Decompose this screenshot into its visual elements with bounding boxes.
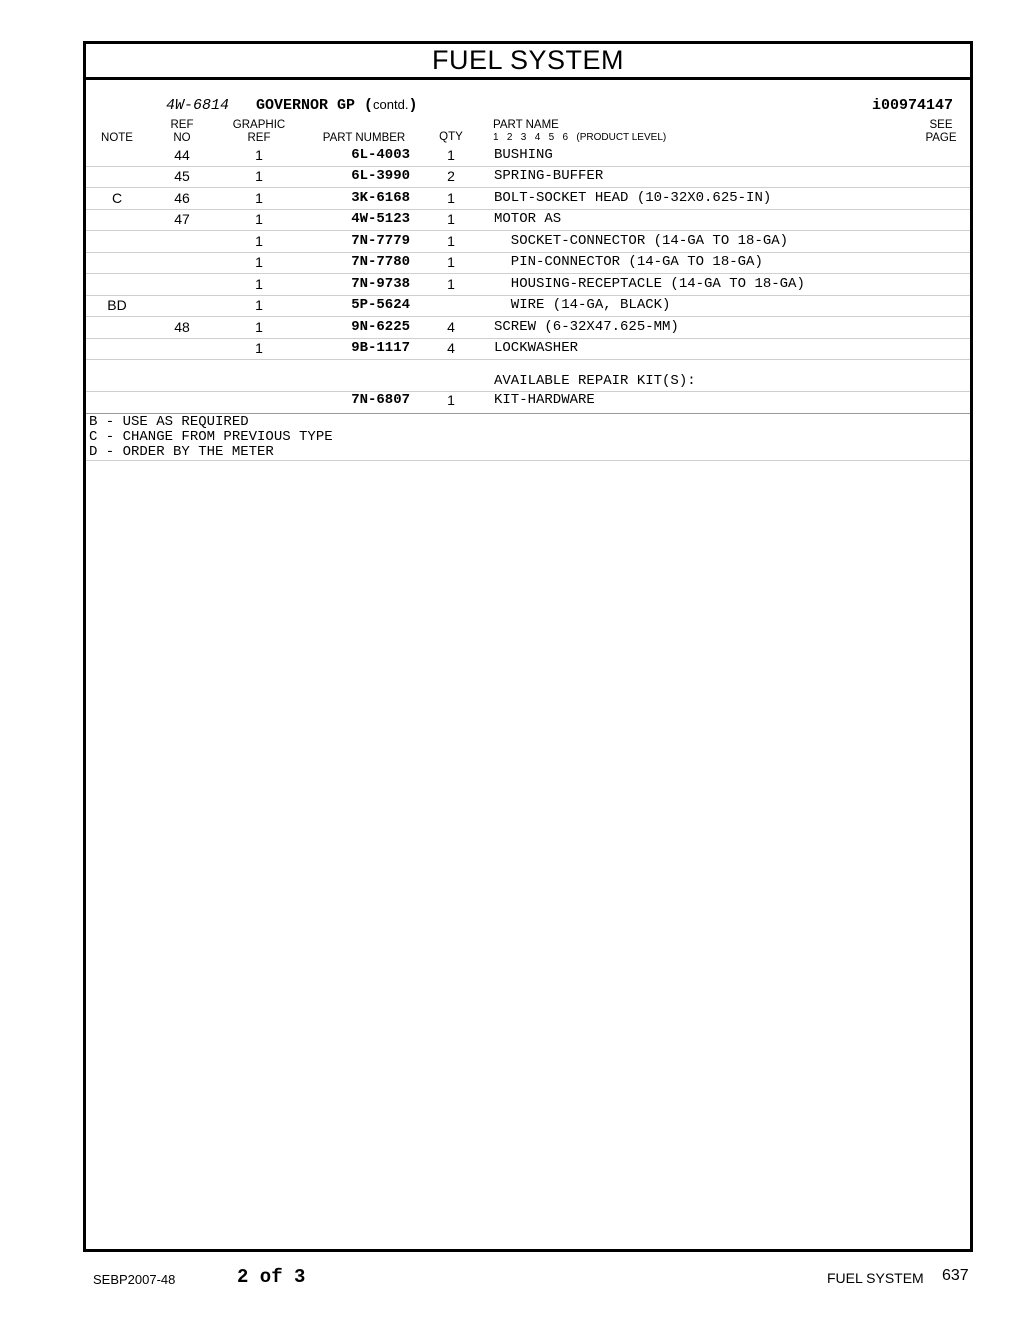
qty-cell: 4: [447, 319, 455, 335]
part-number-cell: 5P-5624: [351, 297, 410, 313]
graphic-cell: 1: [255, 168, 263, 184]
ref-cell: 48: [174, 319, 190, 335]
part-name-cell: MOTOR AS: [494, 211, 562, 227]
col-product-level: 1 2 3 4 5 6 (PRODUCT LEVEL): [493, 132, 667, 143]
table-row: [86, 231, 970, 253]
col-see-bottom: PAGE: [925, 132, 957, 144]
page-footer: [0, 1262, 1020, 1292]
group-header: [86, 97, 970, 117]
group-name: [256, 97, 417, 114]
part-number-cell: 7N-7780: [351, 254, 410, 270]
qty-cell: 2: [447, 168, 455, 184]
part-number-cell: 7N-7779: [351, 233, 410, 249]
col-graphic-bottom: REF: [247, 132, 271, 144]
document-id: SEBP2007-48: [93, 1272, 176, 1287]
table-row: [86, 209, 970, 231]
table-row: [86, 295, 970, 317]
part-name-cell: BOLT-SOCKET HEAD (10-32X0.625-IN): [494, 190, 772, 206]
graphic-cell: 1: [255, 297, 263, 313]
repair-kit-heading: AVAILABLE REPAIR KIT(S):: [494, 373, 696, 389]
page-title: FUEL SYSTEM: [86, 44, 970, 80]
part-name-cell: BUSHING: [494, 147, 553, 163]
part-number-cell: 7N-6807: [351, 392, 410, 408]
part-name-cell: PIN-CONNECTOR (14-GA TO 18-GA): [494, 254, 763, 270]
qty-cell: 1: [447, 276, 455, 292]
ref-cell: 44: [174, 147, 190, 163]
graphic-cell: 1: [255, 340, 263, 356]
table-row: [86, 188, 970, 210]
col-part-number: PART NUMBER: [322, 132, 406, 144]
table-row: [86, 317, 970, 339]
col-ref-top: REF: [170, 119, 194, 131]
repair-kit-heading-row: [86, 360, 970, 392]
graphic-cell: 1: [255, 319, 263, 335]
part-name-cell: HOUSING-RECEPTACLE (14-GA TO 18-GA): [494, 276, 805, 292]
ref-cell: 45: [174, 168, 190, 184]
qty-cell: 1: [447, 233, 455, 249]
part-name-cell: SPRING-BUFFER: [494, 168, 604, 184]
group-contd: contd.: [373, 97, 409, 112]
ref-cell: 47: [174, 211, 190, 227]
parts-page-frame: [83, 41, 973, 1252]
graphic-cell: 1: [255, 233, 263, 249]
ref-cell: 46: [174, 190, 190, 206]
table-row: [86, 166, 970, 188]
col-qty: QTY: [439, 131, 463, 143]
part-name-cell: SOCKET-CONNECTOR (14-GA TO 18-GA): [494, 233, 789, 249]
part-number-cell: 9B-1117: [351, 340, 410, 356]
part-number-cell: 7N-9738: [351, 276, 410, 292]
part-name-cell: LOCKWASHER: [494, 340, 579, 356]
table-row: [86, 274, 970, 296]
table-row: [86, 338, 970, 360]
group-name-text: GOVERNOR GP (: [256, 97, 374, 114]
part-number-cell: 9N-6225: [351, 319, 410, 335]
col-see-top: SEE: [929, 119, 953, 131]
part-name-cell: WIRE (14-GA, BLACK): [494, 297, 671, 313]
note-line: D - ORDER BY THE METER: [89, 444, 274, 460]
table-row: [86, 252, 970, 274]
qty-cell: 1: [447, 211, 455, 227]
table-row: [86, 145, 970, 167]
illustration-id: i00974147: [871, 97, 953, 114]
graphic-cell: 1: [255, 254, 263, 270]
note-line: C - CHANGE FROM PREVIOUS TYPE: [89, 429, 333, 445]
part-name-cell: SCREW (6-32X47.625-MM): [494, 319, 679, 335]
graphic-cell: 1: [255, 147, 263, 163]
col-ref-bottom: NO: [173, 132, 191, 144]
qty-cell: 1: [447, 147, 455, 163]
part-number-cell: 4W-5123: [351, 211, 410, 227]
group-number: 4W-6814: [166, 97, 230, 114]
group-name-close: ): [408, 97, 418, 114]
qty-cell: 4: [447, 340, 455, 356]
col-part-name: PART NAME: [493, 119, 559, 131]
graphic-cell: 1: [255, 276, 263, 292]
page-of-indicator: 2 of 3: [237, 1266, 306, 1288]
footer-section: FUEL SYSTEM: [827, 1270, 924, 1286]
qty-cell: 1: [447, 190, 455, 206]
col-graphic-top: GRAPHIC: [232, 119, 286, 131]
note-cell: C: [111, 190, 123, 206]
page-number: 637: [942, 1267, 969, 1284]
part-number-cell: 6L-4003: [351, 147, 410, 163]
graphic-cell: 1: [255, 211, 263, 227]
part-number-cell: 3K-6168: [351, 190, 410, 206]
part-name-cell: KIT-HARDWARE: [494, 392, 595, 408]
part-number-cell: 6L-3990: [351, 168, 410, 184]
repair-kit-row: [86, 392, 970, 412]
qty-cell: 1: [447, 254, 455, 270]
qty-cell: 1: [447, 392, 455, 408]
note-line: B - USE AS REQUIRED: [89, 414, 249, 430]
graphic-cell: 1: [255, 190, 263, 206]
col-note: NOTE: [101, 132, 133, 144]
notes-legend: [86, 413, 970, 461]
note-cell: BD: [107, 297, 127, 313]
